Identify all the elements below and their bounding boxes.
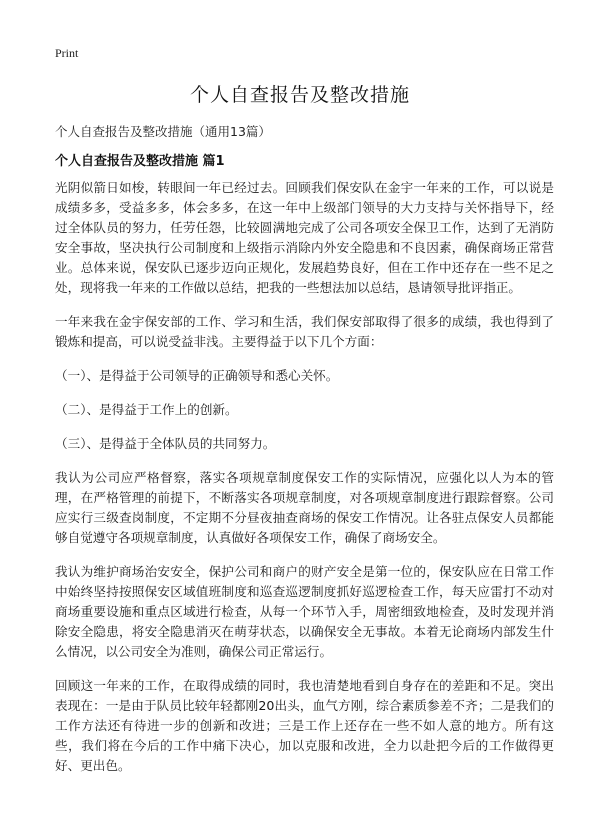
print-label[interactable]: Print xyxy=(55,46,79,60)
document-subtitle: 个人自查报告及整改措施（通用13篇） xyxy=(55,124,271,139)
document-title: 个人自查报告及整改措施 xyxy=(189,84,410,106)
list-item-1: （一）、是得益于公司领导的正确领导和悉心关怀。 xyxy=(55,368,339,383)
section-heading: 个人自查报告及整改措施 篇1 xyxy=(55,154,225,169)
paragraph-review: 回顾这一年来的工作，在取得成绩的同时，我也清楚地看到自身存在的差距和不足。突出表现在：一是由于队员比较年轻都刚20出头，血气方刚，综合素质参差不齐；二是我们的工作方法还有待进一步的创新和改进；三是工作上还存在一些不如人意的地方。所有这些，我们将在今后的工作中痛下决心，加以克服和改进，全力以赴把今后的工作做得更好、更出色。 xyxy=(55,678,554,773)
document-body xyxy=(55,178,554,790)
paragraph-supervision: 我认为公司应严格督察，落实各项规章制度保安工作的实际情况，应强化以人为本的管理，在严格管理的前提下，不断落实各项规章制度，对各项规章制度进行跟踪督察。公司应实行三级查岗制度，不定期不分昼夜抽查商场的保安工作情况。让各驻点保安人员都能够自觉遵守各项规章制度，认真做好各项保安工作，确保了商场安全。 xyxy=(55,470,554,545)
paragraph-intro: 光阴似箭日如梭，转眼间一年已经过去。回顾我们保安队在金宇一年来的工作，可以说是成绩多多，受益多多，体会多多，在这一年中上级部门领导的大力支持与关怀指导下，经过全体队员的努力，任劳任怨，比较圆满地完成了公司各项安全保卫工作，达到了无消防安全事故，坚决执行公司制度和上级指示消除内外安全隐患和不良因素，确保商场正常营业。总体来说，保安队已逐步迈向正规化，发展趋势良好，但在工作中还存在一些不足之处，现将我一年来的工作做以总结，把我的一些想法加以总结，恳请领导批评指正。 xyxy=(55,180,554,295)
paragraph-security: 我认为维护商场治安安全，保护公司和商户的财产安全是第一位的，保安队应在日常工作中始终坚持按照保安区域值班制度和巡查巡逻制度抓好巡逻检查工作，每天应雷打不动对商场重要设施和重点区域进行检查，从每一个环节入手，周密细致地检查，及时发现并消除安全隐患，将安全隐患消灭在萌芽状态，以确保安全无事故。本着无论商场内部发生什么情况，以公司安全为准则，确保公司正常运行。 xyxy=(55,564,554,659)
list-item-3: （三）、是得益于全体队员的共同努力。 xyxy=(55,436,276,451)
list-item-2: （二）、是得益于工作上的创新。 xyxy=(55,402,238,417)
paragraph-benefits: 一年来我在金宇保安部的工作、学习和生活，我们保安部取得了很多的成绩，我也得到了锻炼和提高，可以说受益非浅。主要得益于以下几个方面： xyxy=(55,314,554,349)
